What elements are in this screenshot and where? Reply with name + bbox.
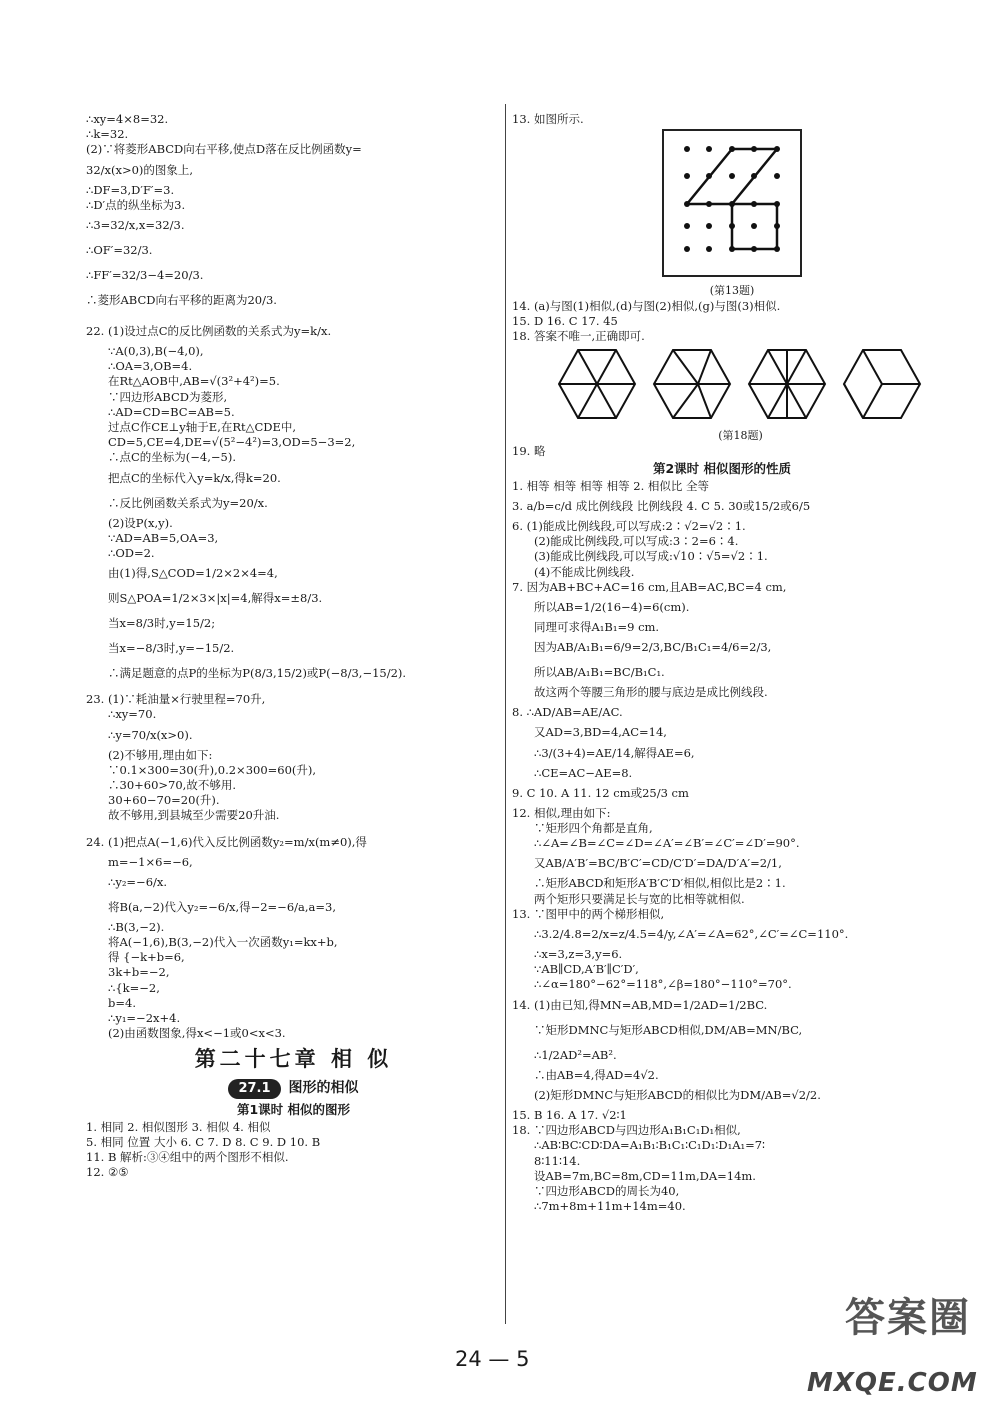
text-line: ∴OD=2. (108, 546, 155, 561)
text-line: 9. C 10. A 11. 12 cm或25/3 cm (512, 785, 689, 800)
text-line: 1. 相同 2. 相似图形 3. 相似 4. 相似 (86, 1119, 271, 1134)
text-line: CD=5,CE=4,DE=√(5²−4²)=3,OD=5−3=2, (108, 435, 356, 450)
text-line: 过点C作CE⊥y轴于E,在Rt△CDE中, (108, 420, 297, 435)
text-line: ∵四边形ABCD的周长为40, (534, 1183, 680, 1198)
question-22: 22. (1)设过点C的反比例函数的关系式为y=k/x. (86, 324, 332, 339)
text-line: ∴y₁=−2x+4. (108, 1011, 181, 1026)
watermark-logo: 答案圈 (845, 1295, 971, 1341)
text-line: ∴OF′=32/3. (86, 243, 153, 258)
text-line: 得 {−k+b=6, (108, 950, 185, 965)
text-line: 14. (1)由已知,得MN=AB,MD=1/2AD=1/2BC. (512, 997, 768, 1012)
text-line: 32/x(x>0)的图象上, (86, 162, 194, 177)
text-line: ∴x=3,z=3,y=6. (534, 947, 623, 962)
text-line: 则S△POA=1/2×3×|x|=4,解得x=±8/3. (108, 591, 323, 606)
figure-caption: (第18题) (718, 429, 763, 443)
question-23: 23. (1)∵耗油量×行驶里程=70升, (86, 692, 266, 707)
text-line: 14. (a)与图(1)相似,(d)与图(2)相似,(g)与图(3)相似. (512, 298, 781, 313)
text-line: 1. 相等 相等 相等 相等 2. 相似比 全等 (512, 478, 710, 493)
text-line: 12. 相似,理由如下: (512, 805, 611, 820)
text-line: 故不够用,到县城至少需要20升油. (108, 808, 280, 823)
text-line: ∴DF=3,D′F′=3. (86, 182, 175, 197)
text-line: (2)能成比例线段,可以写成:3∶2=6∶4. (534, 534, 739, 549)
text-line: 15. D 16. C 17. 45 (512, 313, 618, 328)
text-line: ∴B(3,−2). (108, 919, 165, 934)
text-line: 在Rt△AOB中,AB=√(3²+4²)=5. (108, 374, 280, 389)
text-line: ∴y=70/x(x>0). (108, 727, 193, 742)
text-line: 12. ②⑤ (86, 1165, 129, 1180)
text-line: ∴7m+8m+11m+14m=40. (534, 1199, 686, 1214)
text-line: 所以AB/A₁B₁=BC/B₁C₁. (534, 665, 665, 680)
text-line: 11. B 解析:③④组中的两个图形不相似. (86, 1149, 289, 1164)
text-line: 8∶11∶14. (534, 1153, 581, 1168)
text-line: ∴满足题意的点P的坐标为P(8/3,15/2)或P(−8/3,−15/2). (108, 666, 407, 681)
text-line: 15. B 16. A 17. √2∶1 (512, 1107, 627, 1122)
text-line: 18. ∵四边形ABCD与四边形A₁B₁C₁D₁相似, (512, 1123, 741, 1138)
text-line: ∵矩形四个角都是直角, (534, 821, 653, 836)
text-line: 当x=−8/3时,y=−15/2. (108, 641, 235, 656)
text-line: (2)由函数图象,得x<−1或0<x<3. (108, 1026, 286, 1041)
text-line: 13. ∵图甲中的两个梯形相似, (512, 906, 665, 921)
watermark-site: MXQE.COM (807, 1367, 978, 1398)
text-line: 3. a/b=c/d 成比例线段 比例线段 4. C 5. 30或15/2或6/5 (512, 499, 811, 514)
text-line: 5. 相同 位置 大小 6. C 7. D 8. C 9. D 10. B (86, 1134, 321, 1149)
text-line: ∴k=32. (86, 127, 129, 142)
text-line: ∴xy=4×8=32. (86, 112, 169, 126)
text-line: ∵AB∥CD,A′B′∥C′D′, (534, 962, 639, 977)
text-line: ∴∠α=180°−62°=118°,∠β=180°−110°=70°. (534, 977, 792, 992)
text-line: 7. 因为AB+BC+AC=16 cm,且AB=AC,BC=4 cm, (512, 579, 787, 594)
text-line: (4)不能成比例线段. (534, 564, 635, 579)
text-line: 两个矩形只要满足长与宽的比相等就相似. (534, 891, 745, 906)
figure-18 (558, 346, 932, 443)
text-line: (2)矩形DMNC与矩形ABCD的相似比为DM/AB=√2/2. (534, 1087, 821, 1102)
text-line: ∴3.2/4.8=2/x=z/4.5=4/y,∠A′=∠A=62°,∠C′=∠C=110°. (534, 927, 849, 942)
text-line: ∴点C的坐标为(−4,−5). (108, 450, 236, 465)
text-line: ∵A(0,3),B(−4,0), (108, 344, 204, 359)
text-line: 因为AB/A₁B₁=6/9=2/3,BC/B₁C₁=4/6=2/3, (534, 640, 772, 655)
text-line: ∴FF′=32/3−4=20/3. (86, 268, 204, 283)
text-line: ∴30+60>70,故不够用. (108, 778, 236, 793)
text-line: ∴∠A=∠B=∠C=∠D=∠A′=∠B′=∠C′=∠D′=90°. (534, 836, 800, 851)
lesson-title: 第2课时 相似图形的性质 (652, 460, 792, 476)
text-line: 6. (1)能成比例线段,可以写成:2∶√2=√2∶1. (512, 519, 746, 534)
text-line: 将B(a,−2)代入y₂=−6/x,得−2=−6/a,a=3, (108, 899, 336, 914)
text-line: ∴菱形ABCD向右平移的距离为20/3. (86, 293, 277, 308)
text-line: 设AB=7m,BC=8m,CD=11m,DA=14m. (534, 1168, 756, 1183)
text-line: ∴1/2AD²=AB². (534, 1047, 617, 1062)
text-line: ∴AD=CD=BC=AB=5. (108, 404, 235, 419)
figure-13 (662, 129, 932, 298)
text-line: ∴xy=70. (108, 707, 157, 722)
section-header (86, 1076, 501, 1100)
text-line: m=−1×6=−6, (108, 854, 193, 869)
lesson-title: 第1课时 相似的图形 (236, 1101, 351, 1117)
text-line: 又AD=3,BD=4,AC=14, (534, 725, 667, 740)
text-line: 将A(−1,6),B(3,−2)代入一次函数y₁=kx+b, (108, 935, 338, 950)
text-line: b=4. (108, 995, 136, 1010)
right-column (512, 112, 932, 1214)
section-badge: 27.1 (228, 1079, 280, 1099)
text-line: 故这两个等腰三角形的腰与底边是成比例线段. (534, 685, 768, 700)
text-line: 30+60−70=20(升). (108, 793, 220, 808)
question-24: 24. (1)把点A(−1,6)代入反比例函数y₂=m/x(m≠0),得 (86, 834, 367, 849)
text-line: ∴反比例函数关系式为y=20/x. (108, 495, 268, 510)
text-line: ∴D′点的纵坐标为3. (86, 197, 186, 212)
text-line: ∵四边形ABCD为菱形, (108, 389, 228, 404)
section-title: 图形的相似 (288, 1079, 359, 1096)
text-line: ∴3=32/x,x=32/3. (86, 218, 185, 233)
text-line: 当x=8/3时,y=15/2; (108, 616, 216, 631)
text-line: ∴CE=AC−AE=8. (534, 765, 633, 780)
question-19: 19. 略 (512, 443, 546, 458)
watermark (807, 1295, 982, 1398)
text-line: ∴AB∶BC∶CD∶DA=A₁B₁∶B₁C₁∶C₁D₁∶D₁A₁=7∶ (534, 1138, 766, 1153)
chapter-title: 第二十七章 相 似 (194, 1046, 393, 1071)
text-line: (2)不够用,理由如下: (108, 747, 213, 762)
text-line: (2)设P(x,y). (108, 515, 173, 530)
hexagon-figures (558, 346, 923, 424)
column-divider (505, 104, 506, 1324)
page-number: 24 — 5 (455, 1347, 530, 1371)
dot-grid-figure (662, 129, 802, 279)
text-line: 又AB/A′B′=BC/B′C′=CD/C′D′=DA/D′A′=2/1, (534, 856, 782, 871)
text-line: 同理可求得A₁B₁=9 cm. (534, 620, 660, 635)
text-line: ∴由AB=4,得AD=4√2. (534, 1067, 659, 1082)
text-line: (2)∵将菱形ABCD向右平移,使点D落在反比例函数y= (86, 142, 362, 157)
text-line: 18. 答案不唯一,正确即可. (512, 329, 645, 344)
text-line: ∴{k=−2, (108, 980, 160, 995)
text-line: ∴OA=3,OB=4. (108, 359, 193, 374)
text-line: ∴y₂=−6/x. (108, 874, 168, 889)
text-line: 由(1)得,S△COD=1/2×2×4=4, (108, 566, 278, 581)
text-line: ∵AD=AB=5,OA=3, (108, 530, 219, 545)
text-line: 所以AB=1/2(16−4)=6(cm). (534, 600, 690, 615)
text-line: 8. ∴AD/AB=AE/AC. (512, 705, 623, 720)
text-line: 3k+b=−2, (108, 965, 170, 980)
question-13: 13. 如图所示. (512, 112, 584, 126)
text-line: ∵0.1×300=30(升),0.2×300=60(升), (108, 762, 317, 777)
text-line: ∴3/(3+4)=AE/14,解得AE=6, (534, 745, 695, 760)
left-column (86, 112, 501, 1180)
text-line: (3)能成比例线段,可以写成:√10∶√5=√2∶1. (534, 549, 768, 564)
figure-caption: (第13题) (709, 284, 755, 298)
text-line: ∵矩形DMNC与矩形ABCD相似,DM/AB=MN/BC, (534, 1022, 803, 1037)
text-line: ∴矩形ABCD和矩形A′B′C′D′相似,相似比是2∶1. (534, 876, 786, 891)
text-line: 把点C的坐标代入y=k/x,得k=20. (108, 470, 281, 485)
